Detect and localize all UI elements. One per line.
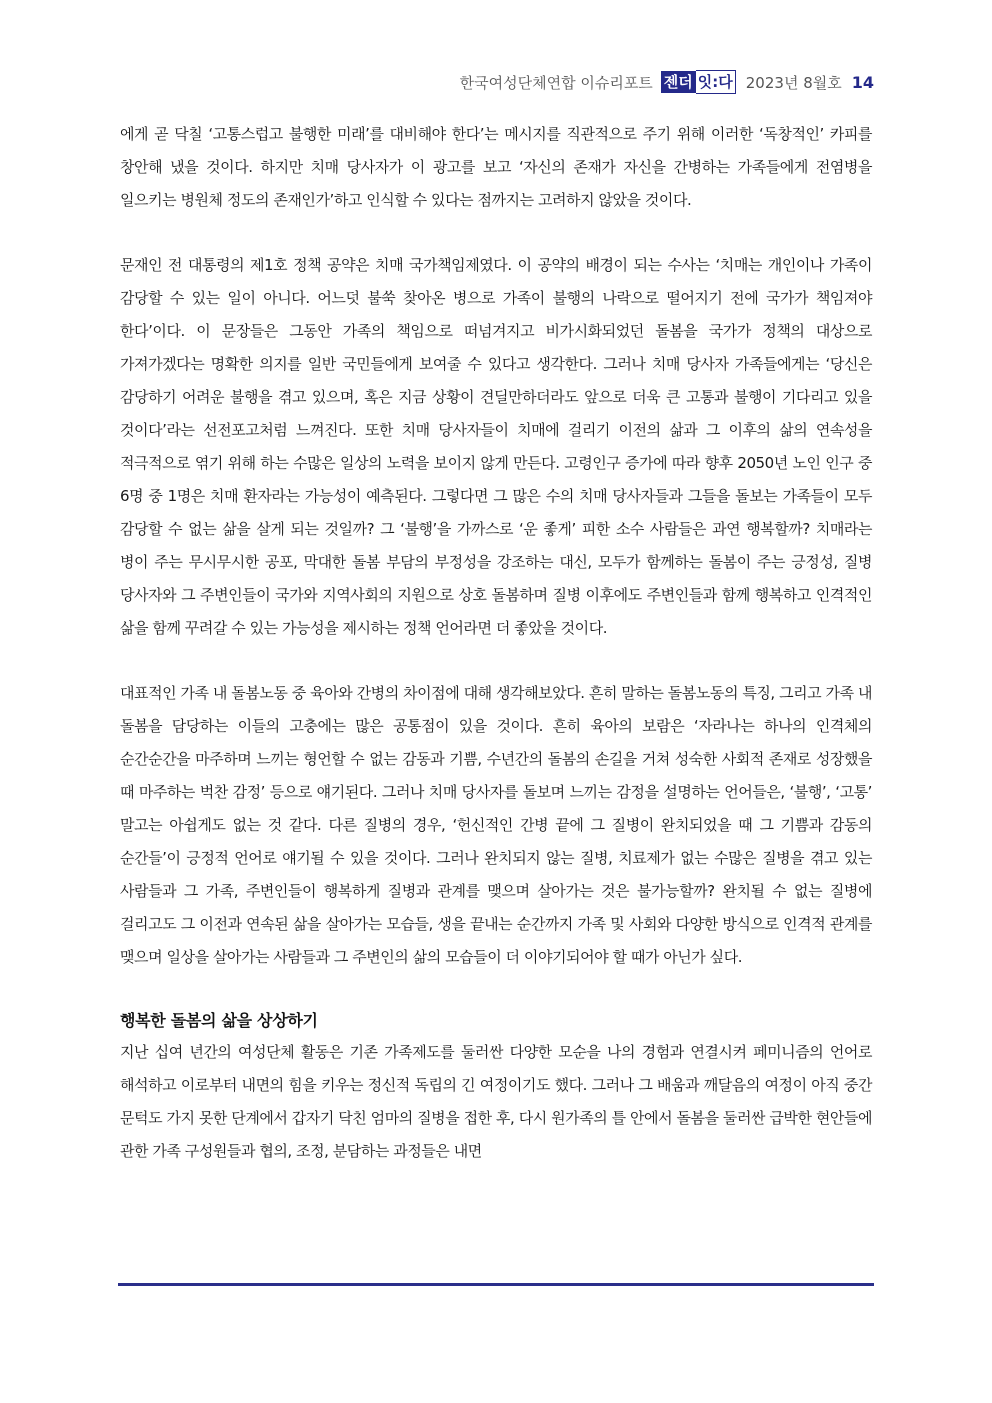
paragraph-4: 지난 십여 년간의 여성단체 활동은 기존 가족제도를 둘러싼 다양한 모순을 나의 경험과 연결시켜 페미니즘의 언어로 해석하고 이로부터 내면의 힘을 키우는 정신적 독립의 긴 여정이기도 했다. 그러나 그 배움과 깨달음의 여정이 아직 중간 문턱도 가지 못한 단계에서 갑자기 닥친 엄마의 질병을 접한 후, 다시 원가족의 틀 안에서 돌봄을 둘러싼 급박한 현안들에 관한 가족 구성원들과 협의, 조정, 분담하는 과정들은 내면 [120, 1043, 872, 1160]
paragraph-gap [120, 974, 872, 1006]
page-number: 14 [851, 72, 874, 92]
main-content [120, 118, 872, 1168]
page-header [460, 68, 874, 96]
paragraph-1: 에게 곧 닥칠 ‘고통스럽고 불행한 미래’를 대비해야 한다’는 메시지를 직관적으로 주기 위해 이러한 ‘독창적인’ 카피를 창안해 냈을 것이다. 하지만 치매 당사자가 이 광고를 보고 ‘자신의 존재가 자신을 간병하는 가족들에게 전염병을 일으키는 병원체 정도의 존재인가’하고 인식할 수 있다는 점까지는 고려하지 않았을 것이다. [120, 125, 872, 209]
brand-logo [661, 71, 736, 93]
footer-divider [118, 1283, 874, 1286]
paragraph-gap [120, 645, 872, 677]
header-date: 2023년 8월호 [745, 73, 842, 92]
paragraph-3: 대표적인 가족 내 돌봄노동 중 육아와 간병의 차이점에 대해 생각해보았다. 흔히 말하는 돌봄노동의 특징, 그리고 가족 내 돌봄을 담당하는 이들의 고충에는 많은 공통점이 있을 것이다. 흔히 육아의 보람은 ‘자라나는 하나의 인격체의 순간순간을 마주하며 느끼는 형언할 수 없는 감동과 기쁨, 수년간의 돌봄의 손길을 거쳐 성숙한 사회적 존재로 성장했을 때 마주하는 벅찬 감정’ 등으로 얘기된다. 그러나 치매 당사자를 돌보며 느끼는 감정을 설명하는 언어들은, ‘불행’, ‘고통’ 말고는 아쉽게도 없는 것 같다. 다른 질병의 경우, ‘헌신적인 간병 끝에 그 질병이 완치되었을 때 그 기쁨과 감동의 순간들’이 긍정적 언어로 얘기될 수 있을 것이다. 그러나 완치되지 않는 질병, 치료제가 없는 수많은 질병을 겪고 있는 사람들과 그 가족, 주변인들이 행복하게 질병과 관계를 맺으며 살아가는 것은 불가능할까? 완치될 수 없는 질병에 걸리고도 그 이전과 연속된 삶을 살아가는 모습들, 생을 끝내는 순간까지 가족 및 사회와 다양한 방식으로 인격적 관계를 맺으며 일상을 살아가는 사람들과 그 주변인의 삶의 모습들이 더 이야기되어야 할 때가 아닌가 싶다. [120, 684, 872, 966]
paragraph-gap [120, 217, 872, 249]
brand-logo-part2: 잇:다 [696, 70, 736, 94]
brand-logo-part1: 젠더 [661, 71, 696, 93]
section-title: 행복한 돌봄의 삶을 상상하기 [120, 1011, 318, 1030]
paragraph-2: 문재인 전 대통령의 제1호 정책 공약은 치매 국가책임제였다. 이 공약의 배경이 되는 수사는 ‘치매는 개인이나 가족이 감당할 수 있는 일이 아니다. 어느덧 불쑥 찾아온 병으로 가족이 불행의 나락으로 떨어지기 전에 국가가 책임져야 한다’이다. 이 문장들은 그동안 가족의 책임으로 떠넘겨지고 비가시화되었던 돌봄을 국가가 정책의 대상으로 가져가겠다는 명확한 의지를 일반 국민들에게 보여줄 수 있다고 생각한다. 그러나 치매 당사자 가족들에게는 ‘당신은 감당하기 어려운 불행을 겪고 있으며, 혹은 지금 상황이 견딜만하더라도 앞으로 더욱 큰 고통과 불행이 기다리고 있을 것이다’라는 선전포고처럼 느껴진다. 또한 치매 당사자들이 치매에 걸리기 이전의 삶과 그 이후의 삶의 연속성을 적극적으로 엮기 위해 하는 수많은 일상의 노력을 보이지 않게 만든다. 고령인구 증가에 따라 향후 2050년 노인 인구 중 6명 중 1명은 치매 환자라는 가능성이 예측된다. 그렇다면 그 많은 수의 치매 당사자들과 그들을 돌보는 가족들이 모두 감당할 수 없는 삶을 살게 되는 것일까? 그 ‘불행’을 가까스로 ‘운 좋게’ 피한 소수 사람들은 과연 행복할까? 치매라는 병이 주는 무시무시한 공포, 막대한 돌봄 부담의 부정성을 강조하는 대신, 모두가 함께하는 돌봄이 주는 긍정성, 질병 당사자와 그 주변인들이 국가와 지역사회의 지원으로 상호 돌봄하며 질병 이후에도 주변인들과 함께 행복하고 인격적인 삶을 함께 꾸려갈 수 있는 가능성을 제시하는 정책 언어라면 더 좋았을 것이다. [120, 256, 872, 637]
header-org: 한국여성단체연합 이슈리포트 [459, 73, 653, 92]
